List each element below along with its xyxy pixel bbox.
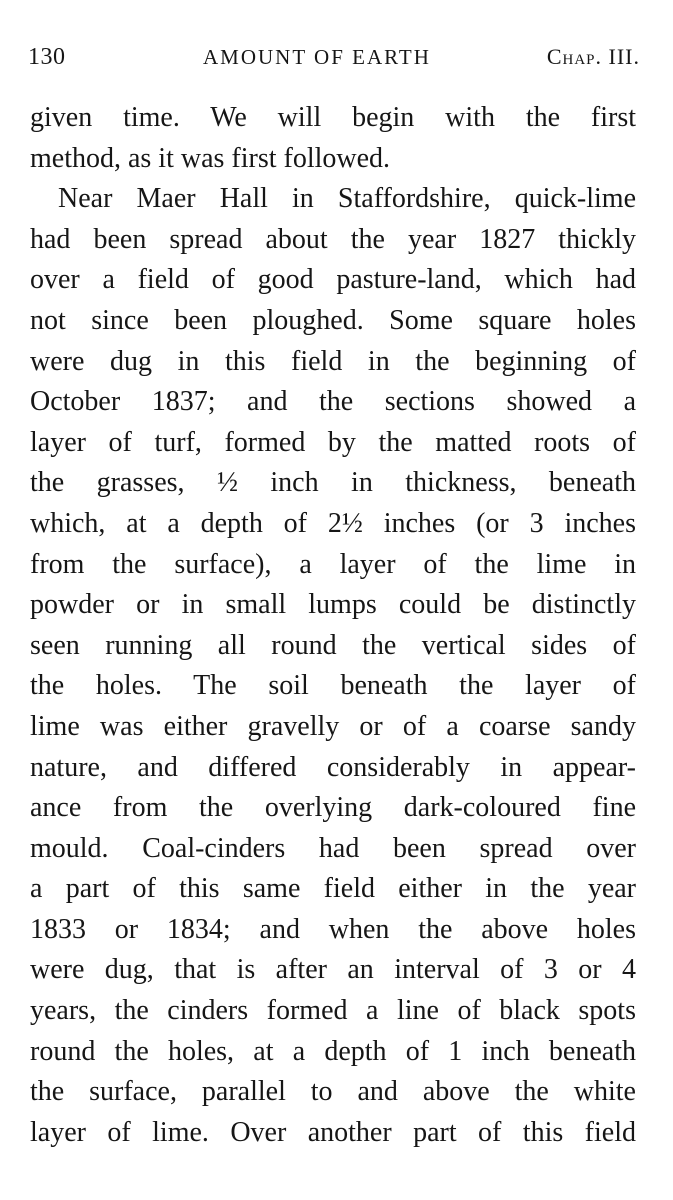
text-line: a part of this same field either in the year — [30, 873, 636, 905]
text-line: October 1837; and the sections showed a — [30, 386, 636, 418]
text-line: method, as it was first followed. — [30, 142, 391, 174]
text-line: powder or in small lumps could be distinctly — [30, 589, 636, 621]
text-line: mould. Coal-cinders had been spread over — [30, 832, 636, 864]
text-line: had been spread about the year 1827 thickly — [30, 223, 636, 255]
page-number: 130 — [28, 44, 66, 70]
text-line: not since been ploughed. Some square holes — [30, 304, 636, 336]
text-line: ance from the overlying dark-coloured fine — [30, 792, 636, 824]
text-line: were dug, that is after an interval of 3 or 4 — [30, 954, 636, 986]
text-line: the surface, parallel to and above the white — [30, 1076, 636, 1108]
text-line: layer of lime. Over another part of this field — [30, 1116, 636, 1148]
text-line: seen running all round the vertical sides of — [30, 629, 636, 661]
body-text — [30, 98, 636, 1153]
running-title: AMOUNT OF EARTH — [203, 45, 431, 69]
text-line: round the holes, at a depth of 1 inch beneath — [30, 1035, 636, 1067]
text-line: years, the cinders formed a line of black spots — [30, 995, 636, 1027]
text-line: which, at a depth of 2½ inches (or 3 inches — [30, 507, 636, 539]
text-line: Near Maer Hall in Staffordshire, quick-lime — [58, 183, 636, 215]
text-line: were dug in this field in the beginning of — [30, 345, 636, 377]
text-line: the holes. The soil beneath the layer of — [30, 670, 636, 702]
text-line: 1833 or 1834; and when the above holes — [30, 913, 636, 945]
text-line: from the surface), a layer of the lime in — [30, 548, 636, 580]
text-line: layer of turf, formed by the matted roots of — [30, 426, 636, 458]
chapter-reference: Chap. III. — [546, 44, 640, 69]
text-line: the grasses, ½ inch in thickness, beneath — [30, 467, 636, 499]
running-head — [28, 40, 640, 74]
text-line: over a field of good pasture-land, which had — [30, 264, 636, 296]
text-line: given time. We will begin with the first — [30, 102, 636, 133]
text-line: nature, and differed considerably in appear- — [30, 751, 636, 783]
text-line: lime was either gravelly or of a coarse sandy — [30, 710, 636, 742]
